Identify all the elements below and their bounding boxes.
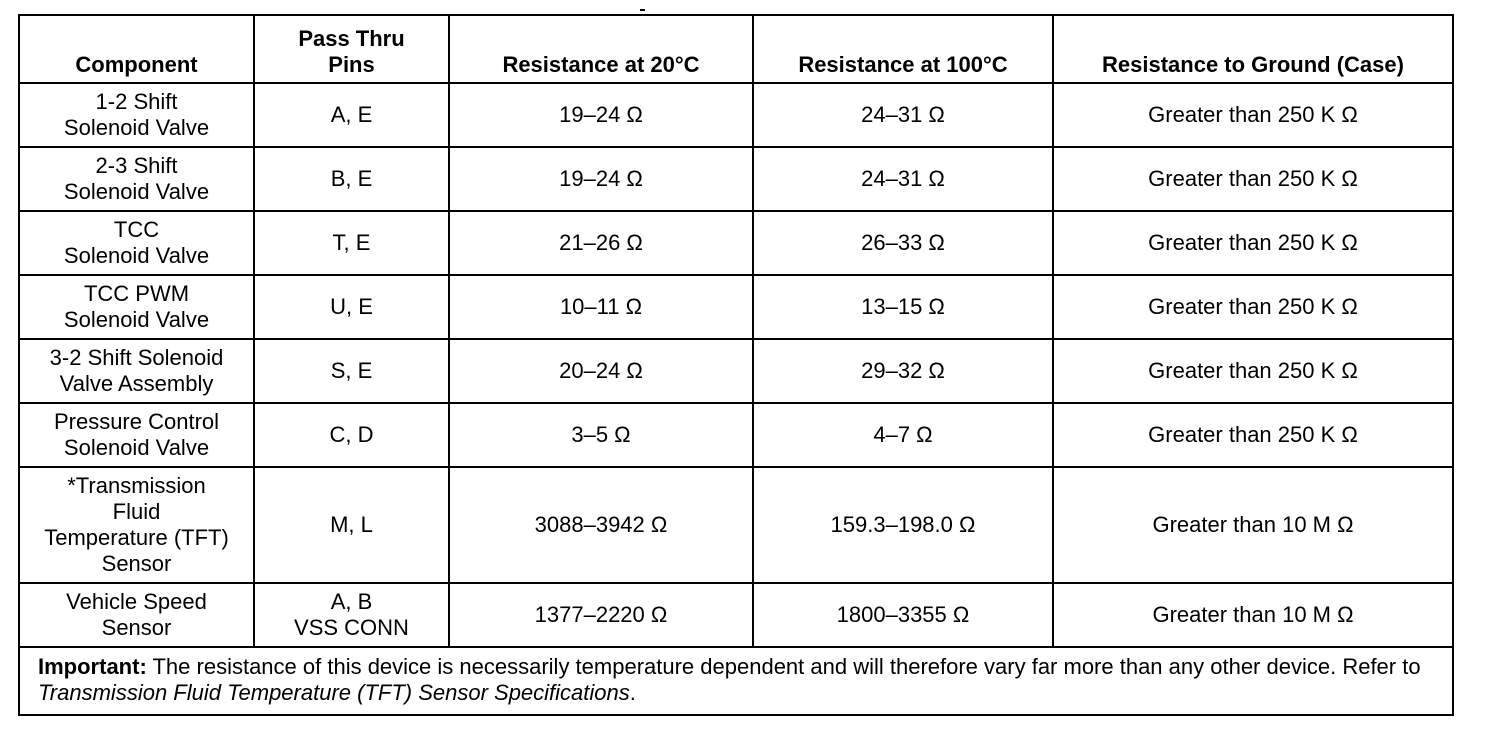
component-text: Sensor bbox=[101, 615, 172, 640]
resistance-100c-cell: 4–7 Ω bbox=[753, 403, 1053, 467]
resistance-spec-table-container bbox=[18, 14, 1452, 716]
header-text: Resistance at 100°C bbox=[798, 52, 1008, 77]
component-cell bbox=[19, 211, 254, 275]
component-text: Fluid bbox=[112, 499, 161, 524]
component-text: 2-3 Shift bbox=[95, 153, 178, 178]
component-text: 3-2 Shift Solenoid bbox=[49, 345, 224, 370]
component-cell bbox=[19, 147, 254, 211]
pins-cell bbox=[254, 275, 449, 339]
resistance-ground-cell: Greater than 250 K Ω bbox=[1053, 83, 1453, 147]
component-cell bbox=[19, 275, 254, 339]
resistance-100c-cell: 1800–3355 Ω bbox=[753, 583, 1053, 647]
component-cell bbox=[19, 583, 254, 647]
header-text: Resistance to Ground (Case) bbox=[1102, 52, 1404, 77]
component-text: Solenoid Valve bbox=[63, 179, 210, 204]
pins-cell bbox=[254, 211, 449, 275]
component-cell bbox=[19, 83, 254, 147]
component-text: Solenoid Valve bbox=[63, 243, 210, 268]
pins-text: S, E bbox=[330, 358, 373, 383]
table-row bbox=[19, 403, 1453, 467]
pins-cell bbox=[254, 147, 449, 211]
header-pass-thru-pins bbox=[254, 15, 449, 83]
stray-mark bbox=[640, 9, 645, 11]
resistance-20c-cell: 10–11 Ω bbox=[449, 275, 753, 339]
header-resistance-ground bbox=[1053, 15, 1453, 83]
table-row bbox=[19, 211, 1453, 275]
resistance-100c-cell: 29–32 Ω bbox=[753, 339, 1053, 403]
resistance-20c-cell: 3088–3942 Ω bbox=[449, 467, 753, 583]
pins-text: M, L bbox=[330, 512, 373, 537]
component-text: *Transmission bbox=[67, 473, 206, 498]
note-row bbox=[19, 647, 1453, 715]
pins-cell bbox=[254, 339, 449, 403]
table-row bbox=[19, 147, 1453, 211]
resistance-100c-cell: 24–31 Ω bbox=[753, 147, 1053, 211]
resistance-ground-cell: Greater than 250 K Ω bbox=[1053, 275, 1453, 339]
table-row bbox=[19, 339, 1453, 403]
header-resistance-100c bbox=[753, 15, 1053, 83]
header-row bbox=[19, 15, 1453, 83]
table-row bbox=[19, 83, 1453, 147]
component-text: 1-2 Shift bbox=[95, 89, 178, 114]
pins-text: U, E bbox=[330, 294, 373, 319]
resistance-100c-cell: 24–31 Ω bbox=[753, 83, 1053, 147]
component-text: Solenoid Valve bbox=[63, 435, 210, 460]
pins-cell bbox=[254, 583, 449, 647]
pins-cell bbox=[254, 403, 449, 467]
pins-cell bbox=[254, 467, 449, 583]
component-text: Sensor bbox=[101, 551, 172, 576]
resistance-ground-cell: Greater than 10 M Ω bbox=[1053, 583, 1453, 647]
header-text: Component bbox=[75, 52, 198, 77]
resistance-ground-cell: Greater than 10 M Ω bbox=[1053, 467, 1453, 583]
header-component bbox=[19, 15, 254, 83]
table-row bbox=[19, 275, 1453, 339]
header-resistance-20c bbox=[449, 15, 753, 83]
header-text: Resistance at 20°C bbox=[502, 52, 700, 77]
component-cell bbox=[19, 403, 254, 467]
resistance-20c-cell: 3–5 Ω bbox=[449, 403, 753, 467]
component-text: TCC bbox=[113, 217, 160, 242]
note-reference: Transmission Fluid Temperature (TFT) Sensor Specifications bbox=[38, 680, 630, 705]
component-text: Solenoid Valve bbox=[63, 307, 210, 332]
resistance-20c-cell: 21–26 Ω bbox=[449, 211, 753, 275]
pins-cell bbox=[254, 83, 449, 147]
component-text: TCC PWM bbox=[83, 281, 190, 306]
pins-text: C, D bbox=[329, 422, 374, 447]
pins-text: A, B bbox=[330, 589, 373, 614]
note-end: . bbox=[629, 680, 636, 705]
note-label: Important: bbox=[38, 654, 147, 679]
header-text: Pass Thru bbox=[298, 26, 405, 51]
resistance-20c-cell: 19–24 Ω bbox=[449, 83, 753, 147]
pins-text: B, E bbox=[330, 166, 373, 191]
table-body bbox=[19, 83, 1453, 647]
resistance-spec-table bbox=[18, 14, 1454, 716]
pins-text: A, E bbox=[330, 102, 373, 127]
table-row bbox=[19, 583, 1453, 647]
resistance-ground-cell: Greater than 250 K Ω bbox=[1053, 339, 1453, 403]
resistance-100c-cell: 159.3–198.0 Ω bbox=[753, 467, 1053, 583]
resistance-ground-cell: Greater than 250 K Ω bbox=[1053, 147, 1453, 211]
pins-text: VSS CONN bbox=[294, 615, 409, 640]
resistance-20c-cell: 20–24 Ω bbox=[449, 339, 753, 403]
component-cell bbox=[19, 339, 254, 403]
component-text: Pressure Control bbox=[53, 409, 220, 434]
header-text: Pins bbox=[328, 52, 375, 77]
component-text: Vehicle Speed bbox=[66, 589, 207, 614]
resistance-20c-cell: 1377–2220 Ω bbox=[449, 583, 753, 647]
important-note bbox=[19, 647, 1453, 715]
resistance-20c-cell: 19–24 Ω bbox=[449, 147, 753, 211]
resistance-100c-cell: 26–33 Ω bbox=[753, 211, 1053, 275]
resistance-ground-cell: Greater than 250 K Ω bbox=[1053, 403, 1453, 467]
component-text: Temperature (TFT) bbox=[44, 525, 229, 550]
table-row bbox=[19, 467, 1453, 583]
component-cell bbox=[19, 467, 254, 583]
resistance-ground-cell: Greater than 250 K Ω bbox=[1053, 211, 1453, 275]
resistance-100c-cell: 13–15 Ω bbox=[753, 275, 1053, 339]
note-text: The resistance of this device is necessarily temperature dependent and will therefore vary far more than any other device. Refer to bbox=[146, 654, 1421, 679]
component-text: Valve Assembly bbox=[59, 371, 214, 396]
component-text: Solenoid Valve bbox=[63, 115, 210, 140]
pins-text: T, E bbox=[332, 230, 371, 255]
